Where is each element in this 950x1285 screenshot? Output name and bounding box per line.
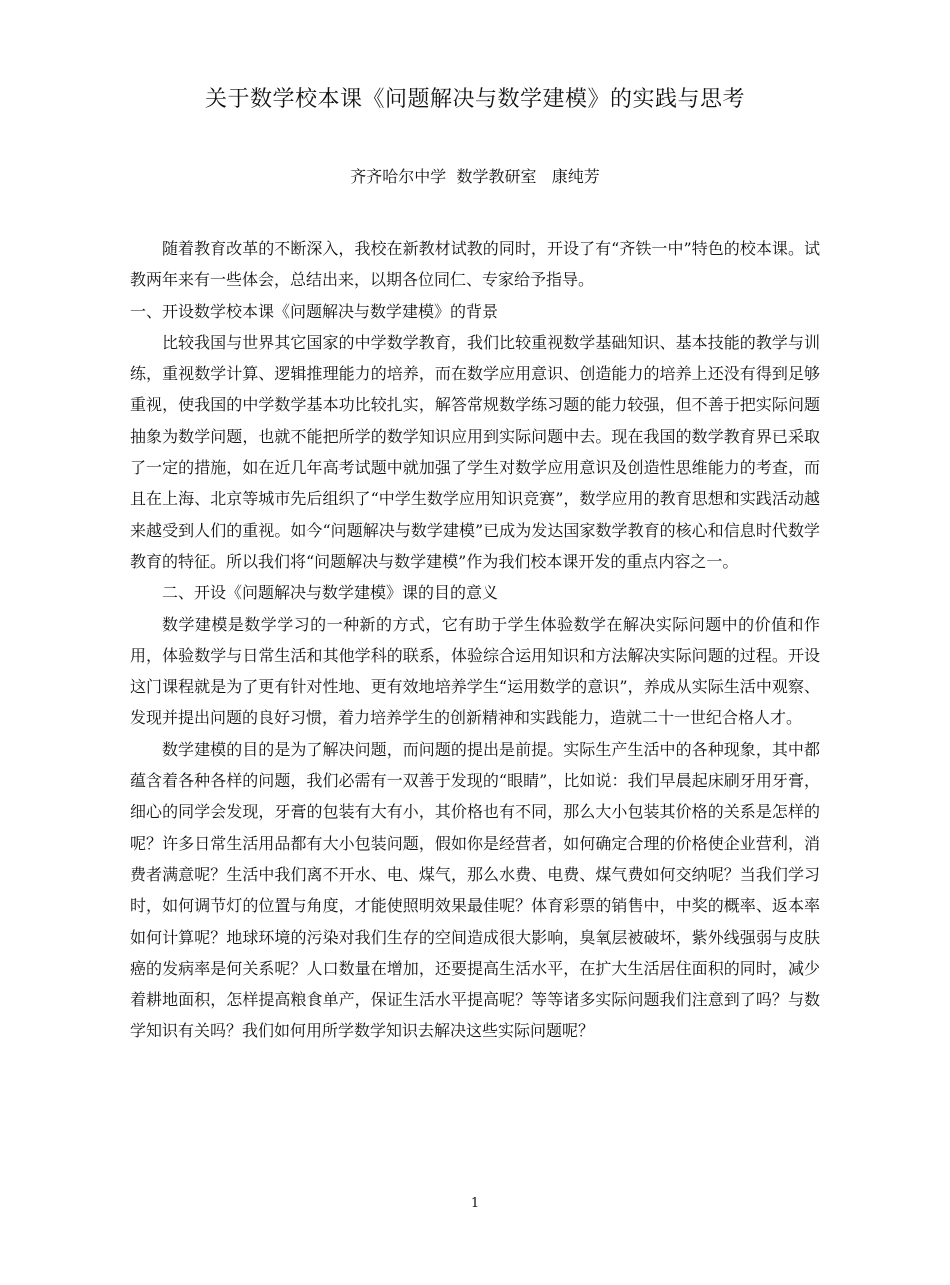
examples-paragraph: 数学建模的目的是为了解决问题，而问题的提出是前提。实际生产生活中的各种现象，其中都蕴含着各种各样的问题，我们必需有一双善于发现的“眼睛”，比如说：我们早晨起床刷牙用牙膏，细心的同学会发现，牙膏的包装有大有小，其价格也有不同，那么大小包装其价格的关系是怎样的呢？许多日常生活用品都有大小包装问题，假如你是经营者，如何确定合理的价格使企业营利，消费者满意呢？生活中我们离不开水、电、煤气，那么水费、电费、煤气费如何交纳呢？当我们学习时，如何调节灯的位置与角度，才能使照明效果最佳呢？体育彩票的销售中，中奖的概率、返本率如何计算呢？地球环境的污染对我们生存的空间造成很大影响，臭氧层被破坏，紫外线强弱与皮肤癌的发病率是何关系呢？人口数量在增加，还要提高生活水平，在扩大生活居住面积的同时，减少着耕地面积，怎样提高粮食单产，保证生活水平提高呢？等等诸多实际问题我们注意到了吗？与数学知识有关吗？我们如何用所学数学知识去解决这些实际问题呢？	[130, 739, 820, 1041]
intro-paragraph: 随着教育改革的不断深入，我校在新教材试教的同时，开设了有“齐铁一中”特色的校本课。试教两年来有一些体会，总结出来，以期各位同仁、专家给予指导。	[130, 239, 820, 290]
page-number: 1	[470, 1196, 480, 1211]
author-line: 齐齐哈尔中学 数学教研室 康纯芳	[350, 167, 600, 186]
document-title: 关于数学校本课《问题解决与数学建模》的实践与思考	[204, 87, 745, 112]
background-paragraph: 比较我国与世界其它国家的中学数学教育，我们比较重视数学基础知识、基本技能的教学与训练，重视数学计算、逻辑推理能力的培养，而在数学应用意识、创造能力的培养上还没有得到足够重视，使我国的中学数学基本功比较扎实，解答常规数学练习题的能力较强，但不善于把实际问题抽象为数学问题，也就不能把所学的数学知识应用到实际问题中去。现在我国的数学教育界已采取了一定的措施，如在近几年高考试题中就加强了学生对数学应用意识及创造性思维能力的考查，而且在上海、北京等城市先后组织了“中学生数学应用知识竞赛”，数学应用的教育思想和实践活动越来越受到人们的重视。如今“问题解决与数学建模”已成为发达国家数学教育的核心和信息时代数学教育的特征。所以我们将“问题解决与数学建模”作为我们校本课开发的重点内容之一。	[130, 332, 820, 571]
section-heading-background: 一、开设数学校本课《问题解决与数学建模》的背景	[130, 301, 499, 321]
purpose-paragraph: 数学建模是数学学习的一种新的方式，它有助于学生体验数学在解决实际问题中的价值和作用，体验数学与日常生活和其他学科的联系，体验综合运用知识和方法解决实际问题的过程。开设这门课程就是为了更有针对性地、更有效地培养学生“运用数学的意识”，养成从实际生活中观察、发现并提出问题的良好习惯，着力培养学生的创新精神和实践能力，造就二十一世纪合格人才。	[130, 614, 820, 728]
document-body	[130, 233, 820, 1047]
section-heading-purpose: 二、开设《问题解决与数学建模》课的目的意义	[162, 583, 499, 603]
